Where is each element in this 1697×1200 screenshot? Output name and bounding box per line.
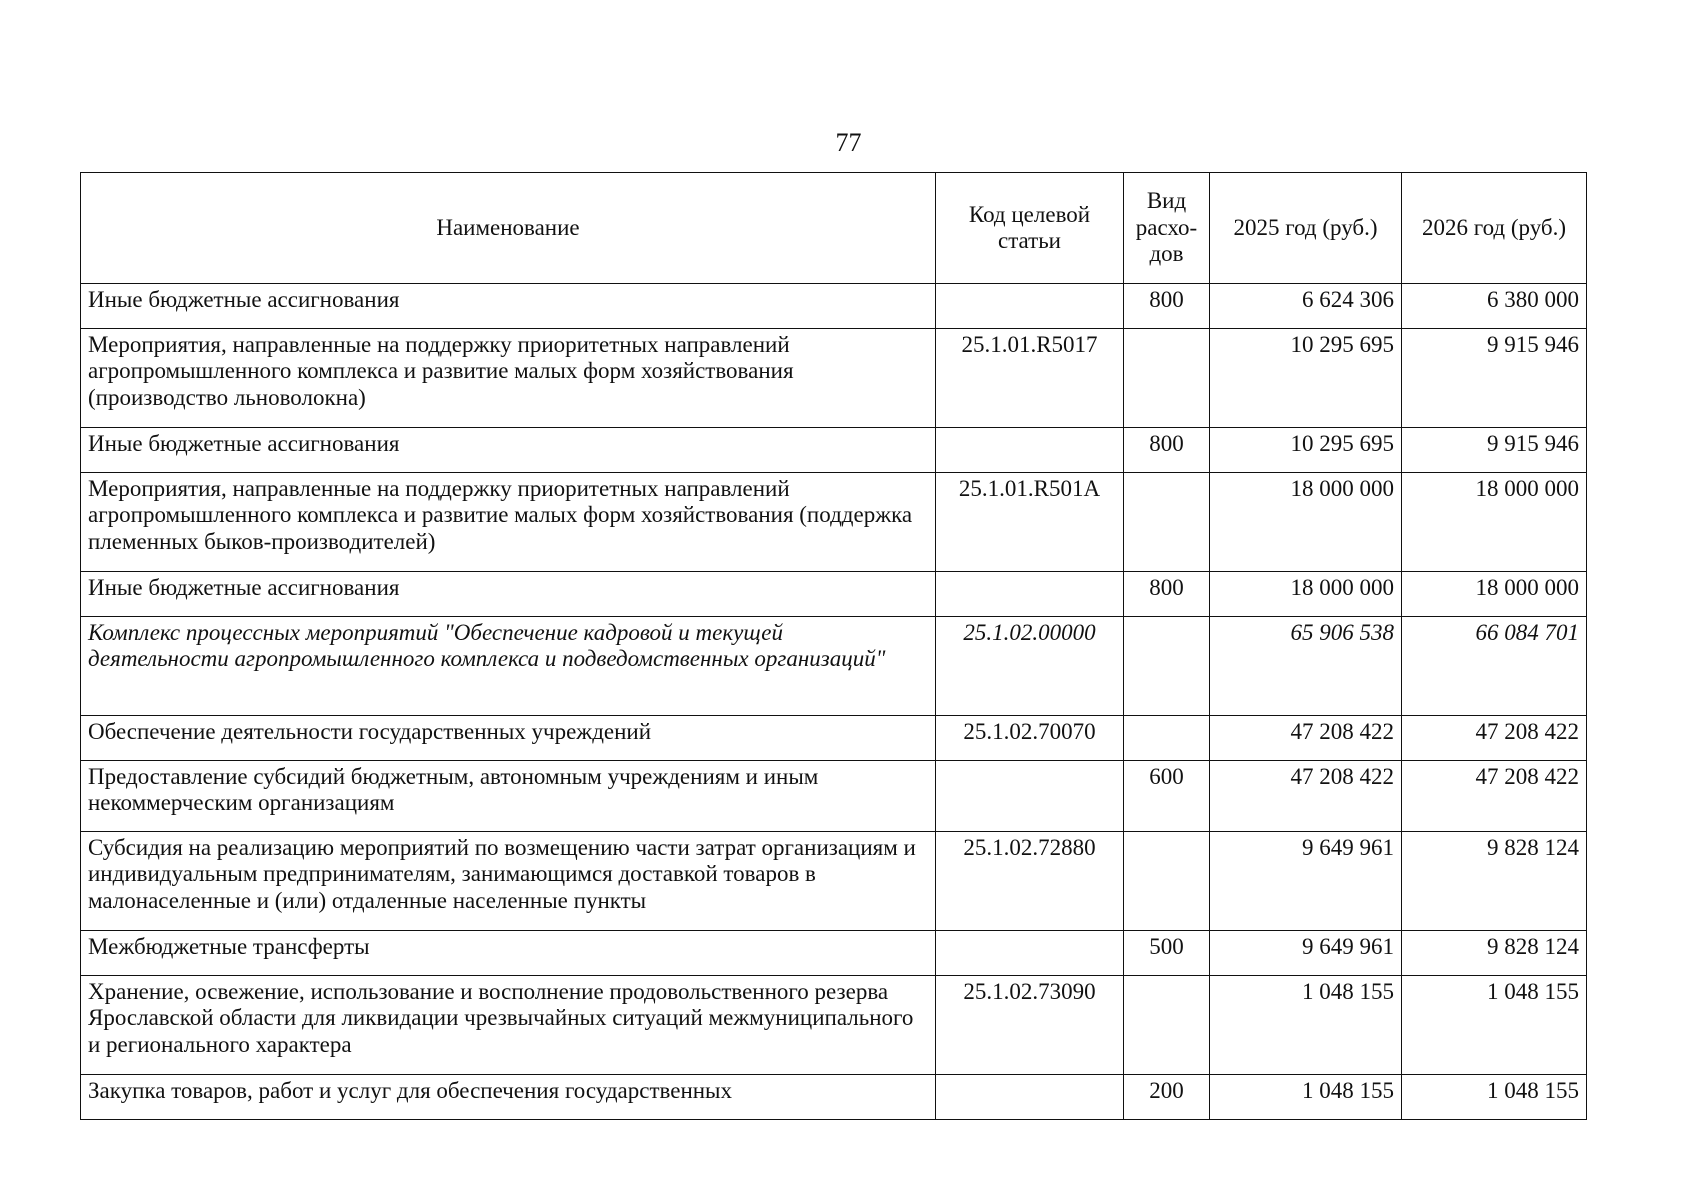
cell-code: 25.1.02.70070 bbox=[936, 716, 1124, 761]
table-row bbox=[81, 832, 1587, 931]
table-row bbox=[81, 976, 1587, 1075]
cell-2025: 1 048 155 bbox=[1210, 976, 1402, 1075]
cell-type: 800 bbox=[1124, 284, 1210, 329]
table-row bbox=[81, 931, 1587, 976]
cell-2025: 9 649 961 bbox=[1210, 931, 1402, 976]
cell-code bbox=[936, 572, 1124, 617]
table-row bbox=[81, 329, 1587, 428]
page-number: 77 bbox=[835, 128, 862, 157]
cell-code bbox=[936, 931, 1124, 976]
table-row bbox=[81, 473, 1587, 572]
cell-type bbox=[1124, 329, 1210, 428]
cell-code bbox=[936, 428, 1124, 473]
table-row bbox=[81, 428, 1587, 473]
cell-2026: 1 048 155 bbox=[1402, 976, 1587, 1075]
cell-code: 25.1.01.R5017 bbox=[936, 329, 1124, 428]
cell-2026: 47 208 422 bbox=[1402, 761, 1587, 832]
header-name: Наименование bbox=[81, 173, 936, 284]
cell-2026: 9 828 124 bbox=[1402, 931, 1587, 976]
cell-name: Хранение, освежение, использование и восполнение продовольственного резерва Ярославской области для ликвидации чрезвычайных ситуаций межмуниципального и регионального характера bbox=[81, 976, 936, 1075]
cell-2025: 10 295 695 bbox=[1210, 329, 1402, 428]
cell-type bbox=[1124, 716, 1210, 761]
header-code: Код целевой статьи bbox=[936, 173, 1124, 284]
cell-2025: 6 624 306 bbox=[1210, 284, 1402, 329]
header-type: Вид расхо-дов bbox=[1124, 173, 1210, 284]
cell-type: 800 bbox=[1124, 572, 1210, 617]
cell-name: Межбюджетные трансферты bbox=[81, 931, 936, 976]
cell-2026: 18 000 000 bbox=[1402, 572, 1587, 617]
cell-code bbox=[936, 761, 1124, 832]
header-year-2025: 2025 год (руб.) bbox=[1210, 173, 1402, 284]
header-year-2026: 2026 год (руб.) bbox=[1402, 173, 1587, 284]
table-row bbox=[81, 617, 1587, 716]
cell-2025: 10 295 695 bbox=[1210, 428, 1402, 473]
cell-name: Закупка товаров, работ и услуг для обеспечения государственных bbox=[81, 1075, 936, 1120]
table-row bbox=[81, 1075, 1587, 1120]
cell-name: Мероприятия, направленные на поддержку приоритетных направлений агропромышленного комплекса и развитие малых форм хозяйствования (поддержка племенных быков-производителей) bbox=[81, 473, 936, 572]
cell-name: Иные бюджетные ассигнования bbox=[81, 428, 936, 473]
cell-code: 25.1.02.00000 bbox=[936, 617, 1124, 716]
cell-type: 800 bbox=[1124, 428, 1210, 473]
cell-name: Мероприятия, направленные на поддержку приоритетных направлений агропромышленного комплекса и развитие малых форм хозяйствования (производство льноволокна) bbox=[81, 329, 936, 428]
table-row bbox=[81, 716, 1587, 761]
cell-2026: 1 048 155 bbox=[1402, 1075, 1587, 1120]
cell-type: 600 bbox=[1124, 761, 1210, 832]
table-header-row bbox=[81, 173, 1587, 284]
cell-type: 200 bbox=[1124, 1075, 1210, 1120]
cell-type: 500 bbox=[1124, 931, 1210, 976]
cell-2026: 9 915 946 bbox=[1402, 428, 1587, 473]
cell-type bbox=[1124, 832, 1210, 931]
cell-code: 25.1.02.73090 bbox=[936, 976, 1124, 1075]
cell-name: Иные бюджетные ассигнования bbox=[81, 572, 936, 617]
budget-table bbox=[80, 172, 1587, 1120]
cell-type bbox=[1124, 617, 1210, 716]
cell-type bbox=[1124, 976, 1210, 1075]
cell-2026: 9 915 946 bbox=[1402, 329, 1587, 428]
cell-2025: 9 649 961 bbox=[1210, 832, 1402, 931]
cell-2025: 65 906 538 bbox=[1210, 617, 1402, 716]
cell-code bbox=[936, 1075, 1124, 1120]
table-row bbox=[81, 572, 1587, 617]
cell-code: 25.1.02.72880 bbox=[936, 832, 1124, 931]
cell-code: 25.1.01.R501A bbox=[936, 473, 1124, 572]
cell-name: Предоставление субсидий бюджетным, автономным учреждениям и иным некоммерческим организациям bbox=[81, 761, 936, 832]
cell-2025: 18 000 000 bbox=[1210, 473, 1402, 572]
cell-type bbox=[1124, 473, 1210, 572]
table-row bbox=[81, 761, 1587, 832]
cell-2026: 6 380 000 bbox=[1402, 284, 1587, 329]
cell-2026: 9 828 124 bbox=[1402, 832, 1587, 931]
cell-2026: 18 000 000 bbox=[1402, 473, 1587, 572]
cell-2025: 18 000 000 bbox=[1210, 572, 1402, 617]
cell-name: Субсидия на реализацию мероприятий по возмещению части затрат организациям и индивидуальным предпринимателям, занимающимся доставкой товаров в малонаселенные и (или) отдаленные населенные пункты bbox=[81, 832, 936, 931]
cell-code bbox=[936, 284, 1124, 329]
cell-2026: 47 208 422 bbox=[1402, 716, 1587, 761]
cell-2025: 47 208 422 bbox=[1210, 716, 1402, 761]
cell-2026: 66 084 701 bbox=[1402, 617, 1587, 716]
cell-name: Иные бюджетные ассигнования bbox=[81, 284, 936, 329]
cell-2025: 47 208 422 bbox=[1210, 761, 1402, 832]
table-row bbox=[81, 284, 1587, 329]
cell-name: Обеспечение деятельности государственных учреждений bbox=[81, 716, 936, 761]
cell-name: Комплекс процессных мероприятий "Обеспечение кадровой и текущей деятельности агропромышленного комплекса и подведомственных организаций" bbox=[81, 617, 936, 716]
cell-2025: 1 048 155 bbox=[1210, 1075, 1402, 1120]
